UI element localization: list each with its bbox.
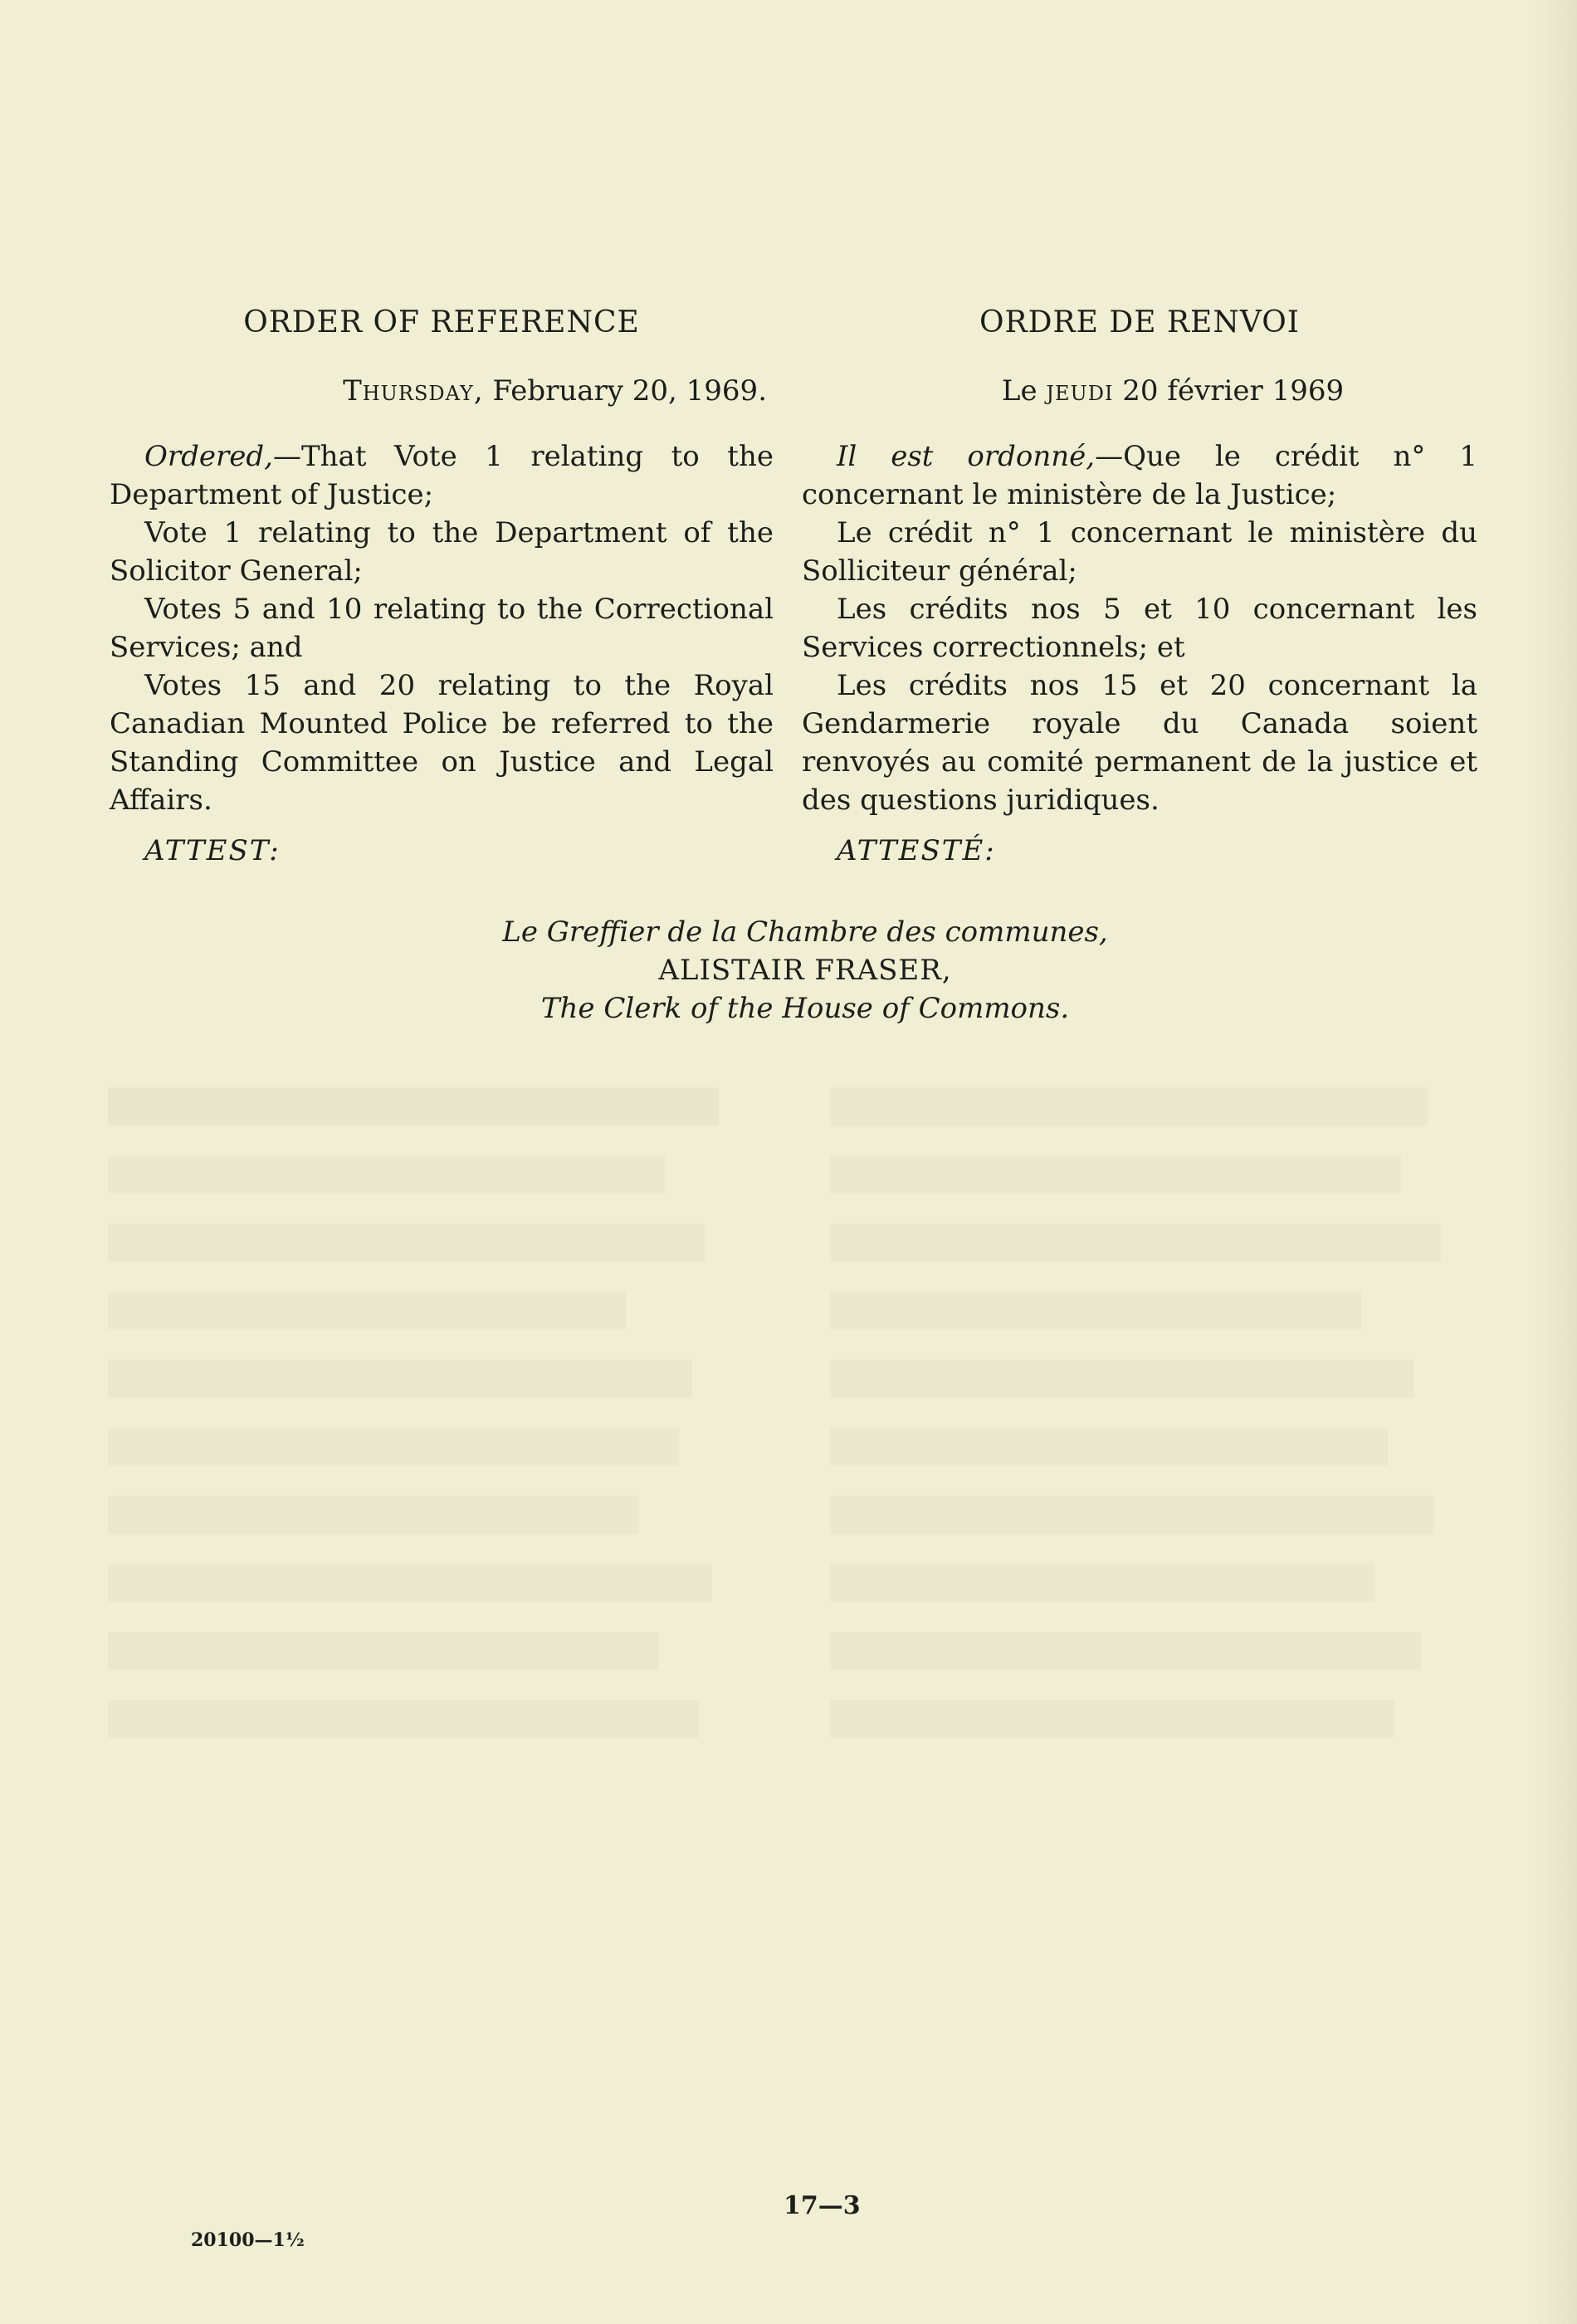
english-date-day: Thursday, (343, 374, 484, 408)
signature-block (349, 913, 1262, 1028)
french-date-rest: 20 février 1969 (1113, 374, 1345, 408)
french-paragraph (802, 666, 1477, 819)
english-paragraph (110, 514, 774, 590)
english-paragraph-lead: Ordered, (144, 440, 273, 473)
english-paragraph (110, 437, 774, 514)
signature-french-title: Le Greffier de la Chambre des communes, (502, 915, 1108, 949)
english-paragraph (110, 666, 774, 819)
french-date (802, 374, 1477, 408)
french-heading: ORDRE DE RENVOI (979, 305, 1300, 339)
page-edge-shadow (1531, 0, 1577, 2324)
english-paragraph (110, 590, 774, 666)
french-paragraph (802, 514, 1477, 590)
signature-english-title: The Clerk of the House of Commons. (540, 992, 1070, 1025)
english-paragraph-text: Votes 15 and 20 relating to the Royal Canadian Mounted Police be referred to the Standing Committee on Justice and Legal Affairs. (110, 669, 774, 817)
english-paragraph-text: Vote 1 relating to the Department of the Solicitor General; (110, 516, 774, 588)
english-date (110, 374, 774, 408)
english-date-rest: February 20, 1969. (483, 374, 767, 408)
english-paragraph-text: —That Vote 1 relating to the Department of Justice; (110, 440, 774, 511)
page-number: 17—3 (784, 2191, 861, 2220)
french-paragraph-text: Les crédits nos 15 et 20 concernant la Gendarmerie royale du Canada soient renvoyés au comité permanent de la justice et des questions juridiques. (802, 669, 1477, 817)
french-column (802, 305, 1477, 867)
signature-name: ALISTAIR FRASER, (658, 954, 952, 987)
french-date-prefix: Le (1001, 374, 1047, 408)
print-code: 20100—1½ (191, 2229, 305, 2251)
french-attest: ATTESTÉ: (837, 834, 996, 867)
french-paragraph (802, 590, 1477, 666)
english-column (110, 305, 774, 867)
french-paragraph (802, 437, 1477, 514)
french-date-day: jeudi (1046, 374, 1114, 408)
english-attest: ATTEST: (144, 834, 281, 867)
english-paragraph-text: Votes 5 and 10 relating to the Correctional Services; and (110, 593, 774, 664)
show-through-text (108, 1079, 772, 2158)
french-paragraph-text: —Que le crédit n° 1 concernant le ministère de la Justice; (802, 440, 1477, 511)
french-paragraph-lead: Il est ordonné, (837, 440, 1096, 473)
show-through-text-right (830, 1079, 1494, 2158)
french-paragraph-text: Le crédit n° 1 concernant le ministère du Solliciteur général; (802, 516, 1477, 588)
french-paragraph-text: Les crédits nos 5 et 10 concernant les Services correctionnels; et (802, 593, 1477, 664)
english-heading: ORDER OF REFERENCE (243, 305, 640, 339)
